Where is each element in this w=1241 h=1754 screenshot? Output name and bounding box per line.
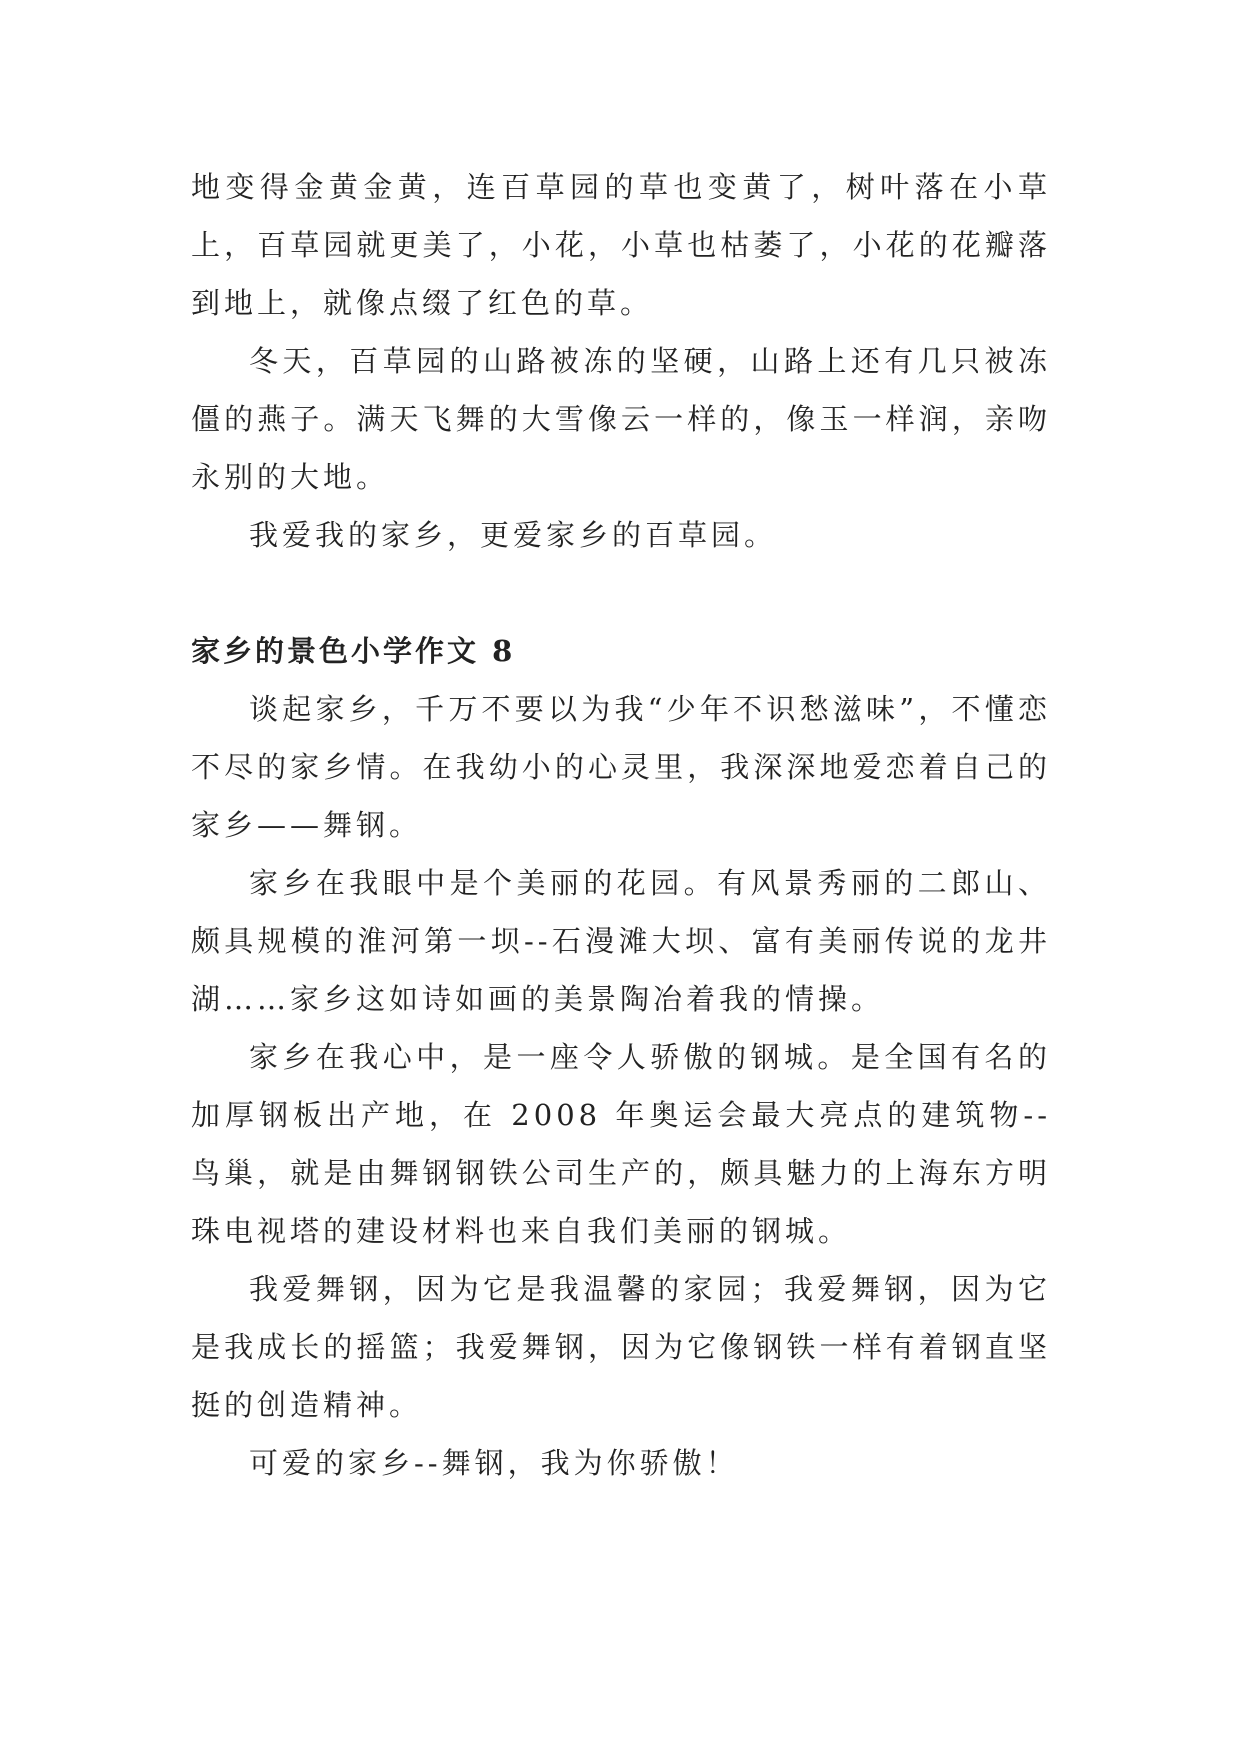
section-2-body xyxy=(191,680,1051,1492)
paragraph-garden: 家乡在我眼中是个美丽的花园。有风景秀丽的二郎山、颇具规模的淮河第一坝--石漫滩大坝、富有美丽传说的龙井湖……家乡这如诗如画的美景陶冶着我的情操。 xyxy=(191,866,1051,1016)
paragraph-steel-city: 家乡在我心中，是一座令人骄傲的钢城。是全国有名的加厚钢板出产地，在 2008 年奥运会最大亮点的建筑物--鸟巢，就是由舞钢钢铁公司生产的，颇具魅力的上海东方明珠电视塔的建设材料也来自我们美丽的钢城。 xyxy=(191,1040,1051,1248)
paragraph-winter: 冬天，百草园的山路被冻的坚硬，山路上还有几只被冻僵的燕子。满天飞舞的大雪像云一样的，像玉一样润，亲吻永别的大地。 xyxy=(191,344,1051,494)
paragraph-autumn: 地变得金黄金黄，连百草园的草也变黄了，树叶落在小草上，百草园就更美了，小花，小草也枯萎了，小花的花瓣落到地上，就像点缀了红色的草。 xyxy=(191,170,1051,320)
section-1-body xyxy=(191,158,1051,564)
section-2-title: 家乡的景色小学作文 8 xyxy=(191,634,516,668)
paragraph-closing: 我爱我的家乡，更爱家乡的百草园。 xyxy=(249,518,778,552)
paragraph-proud: 可爱的家乡--舞钢，我为你骄傲！ xyxy=(249,1446,739,1480)
paragraph-intro: 谈起家乡，千万不要以为我“少年不识愁滋味”，不懂恋不尽的家乡情。在我幼小的心灵里，我深深地爱恋着自己的家乡——舞钢。 xyxy=(191,692,1051,842)
paragraph-love: 我爱舞钢，因为它是我温馨的家园；我爱舞钢，因为它是我成长的摇篮；我爱舞钢，因为它像钢铁一样有着钢直坚挺的创造精神。 xyxy=(191,1272,1051,1422)
